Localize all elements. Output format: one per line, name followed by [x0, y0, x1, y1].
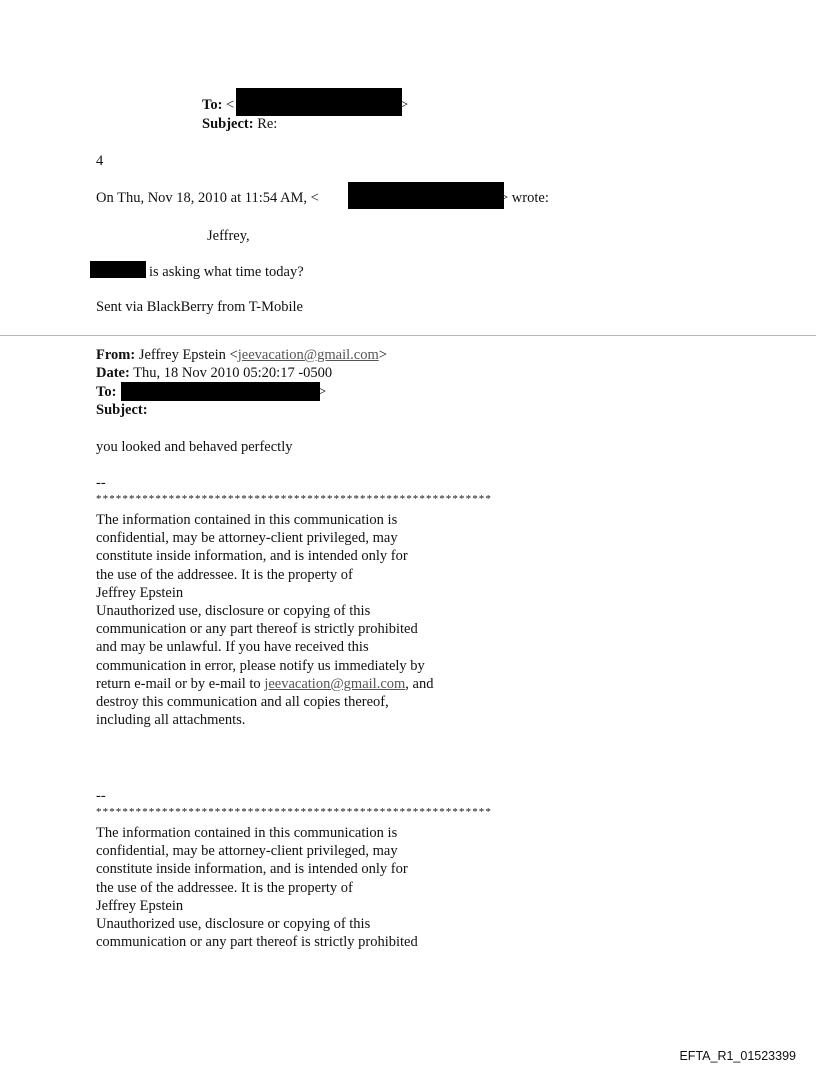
redaction-box: [121, 382, 320, 401]
redaction-box: [90, 261, 146, 278]
return-before: return e-mail or by e-mail to: [96, 675, 265, 692]
disclaimer-line: communication in error, please notify us immediately by: [96, 657, 425, 674]
from-name: Jeffrey Epstein <: [135, 347, 238, 363]
quote-greeting: Jeffrey,: [207, 228, 250, 244]
document-id: EFTA_R1_01523399: [679, 1049, 796, 1063]
disclaimer-text: [96, 824, 418, 951]
from-email-link[interactable]: jeevacation@gmail.com: [237, 347, 379, 363]
disclaimer-text: [96, 511, 433, 729]
disclaimer-line: The information contained in this communication is: [96, 512, 398, 528]
date-value: Thu, 18 Nov 2010 05:20:17 -0500: [129, 365, 333, 381]
disclaimer-line: constitute inside information, and is intended only for: [96, 861, 408, 878]
asterisk-separator: ************************************************************: [96, 806, 492, 818]
reply-subject-line: [202, 115, 277, 133]
redaction-box: [348, 182, 504, 209]
signature-dashes: --: [96, 475, 106, 491]
reply-to-line: [202, 96, 234, 114]
disclaimer-line: including all attachments.: [96, 712, 246, 729]
disclaimer-line: Jeffrey Epstein: [96, 584, 184, 601]
reply-to-open: <: [226, 97, 235, 113]
reply-to-label: To:: [202, 97, 223, 113]
quote-signature: Sent via BlackBerry from T-Mobile: [96, 299, 303, 315]
quote-question: is asking what time today?: [149, 264, 304, 280]
asterisk-separator: ************************************************************: [96, 493, 492, 505]
disclaimer-line: the use of the addressee. It is the property of: [96, 566, 353, 583]
reply-subject-value: Re:: [253, 116, 278, 132]
disclaimer-line: communication or any part thereof is strictly prohibited: [96, 621, 418, 638]
subject-line: [96, 401, 148, 419]
quote-intro-before: On Thu, Nov 18, 2010 at 11:54 AM, <: [96, 190, 319, 206]
signature-dashes: --: [96, 788, 106, 804]
disclaimer-line: confidential, may be attorney-client privileged, may: [96, 843, 398, 860]
divider: [0, 335, 816, 336]
disclaimer-line: destroy this communication and all copies thereof,: [96, 693, 389, 710]
message-body: you looked and behaved perfectly: [96, 439, 293, 455]
subject-label: Subject:: [96, 402, 148, 418]
reply-subject-label: Subject:: [202, 116, 254, 132]
date-label: Date:: [96, 365, 130, 381]
from-close: >: [378, 347, 387, 363]
quote-intro-after: > wrote:: [500, 190, 549, 206]
disclaimer-line: Jeffrey Epstein: [96, 897, 184, 914]
to-line: [96, 383, 116, 401]
disclaimer-line: confidential, may be attorney-client privileged, may: [96, 530, 398, 547]
redaction-box: [236, 88, 402, 116]
disclaimer-line: Unauthorized use, disclosure or copying of this: [96, 602, 371, 619]
disclaimer-line: the use of the addressee. It is the property of: [96, 879, 353, 896]
return-after: , and: [405, 675, 434, 692]
disclaimer-line: Unauthorized use, disclosure or copying of this: [96, 915, 371, 932]
disclaimer-return-line: [96, 675, 433, 693]
disclaimer-line: communication or any part thereof is strictly prohibited: [96, 934, 418, 951]
to-close: >: [318, 384, 327, 400]
disclaimer-line: The information contained in this communication is: [96, 825, 398, 841]
from-line: [96, 346, 387, 364]
reply-number: 4: [96, 153, 104, 169]
disclaimer-line: constitute inside information, and is intended only for: [96, 548, 408, 565]
from-label: From:: [96, 347, 136, 363]
disclaimer-line: and may be unlawful. If you have received this: [96, 639, 369, 656]
to-label: To:: [96, 384, 117, 400]
return-email-link[interactable]: jeevacation@gmail.com: [264, 675, 406, 692]
date-line: [96, 364, 332, 382]
reply-to-close: >: [400, 97, 409, 113]
